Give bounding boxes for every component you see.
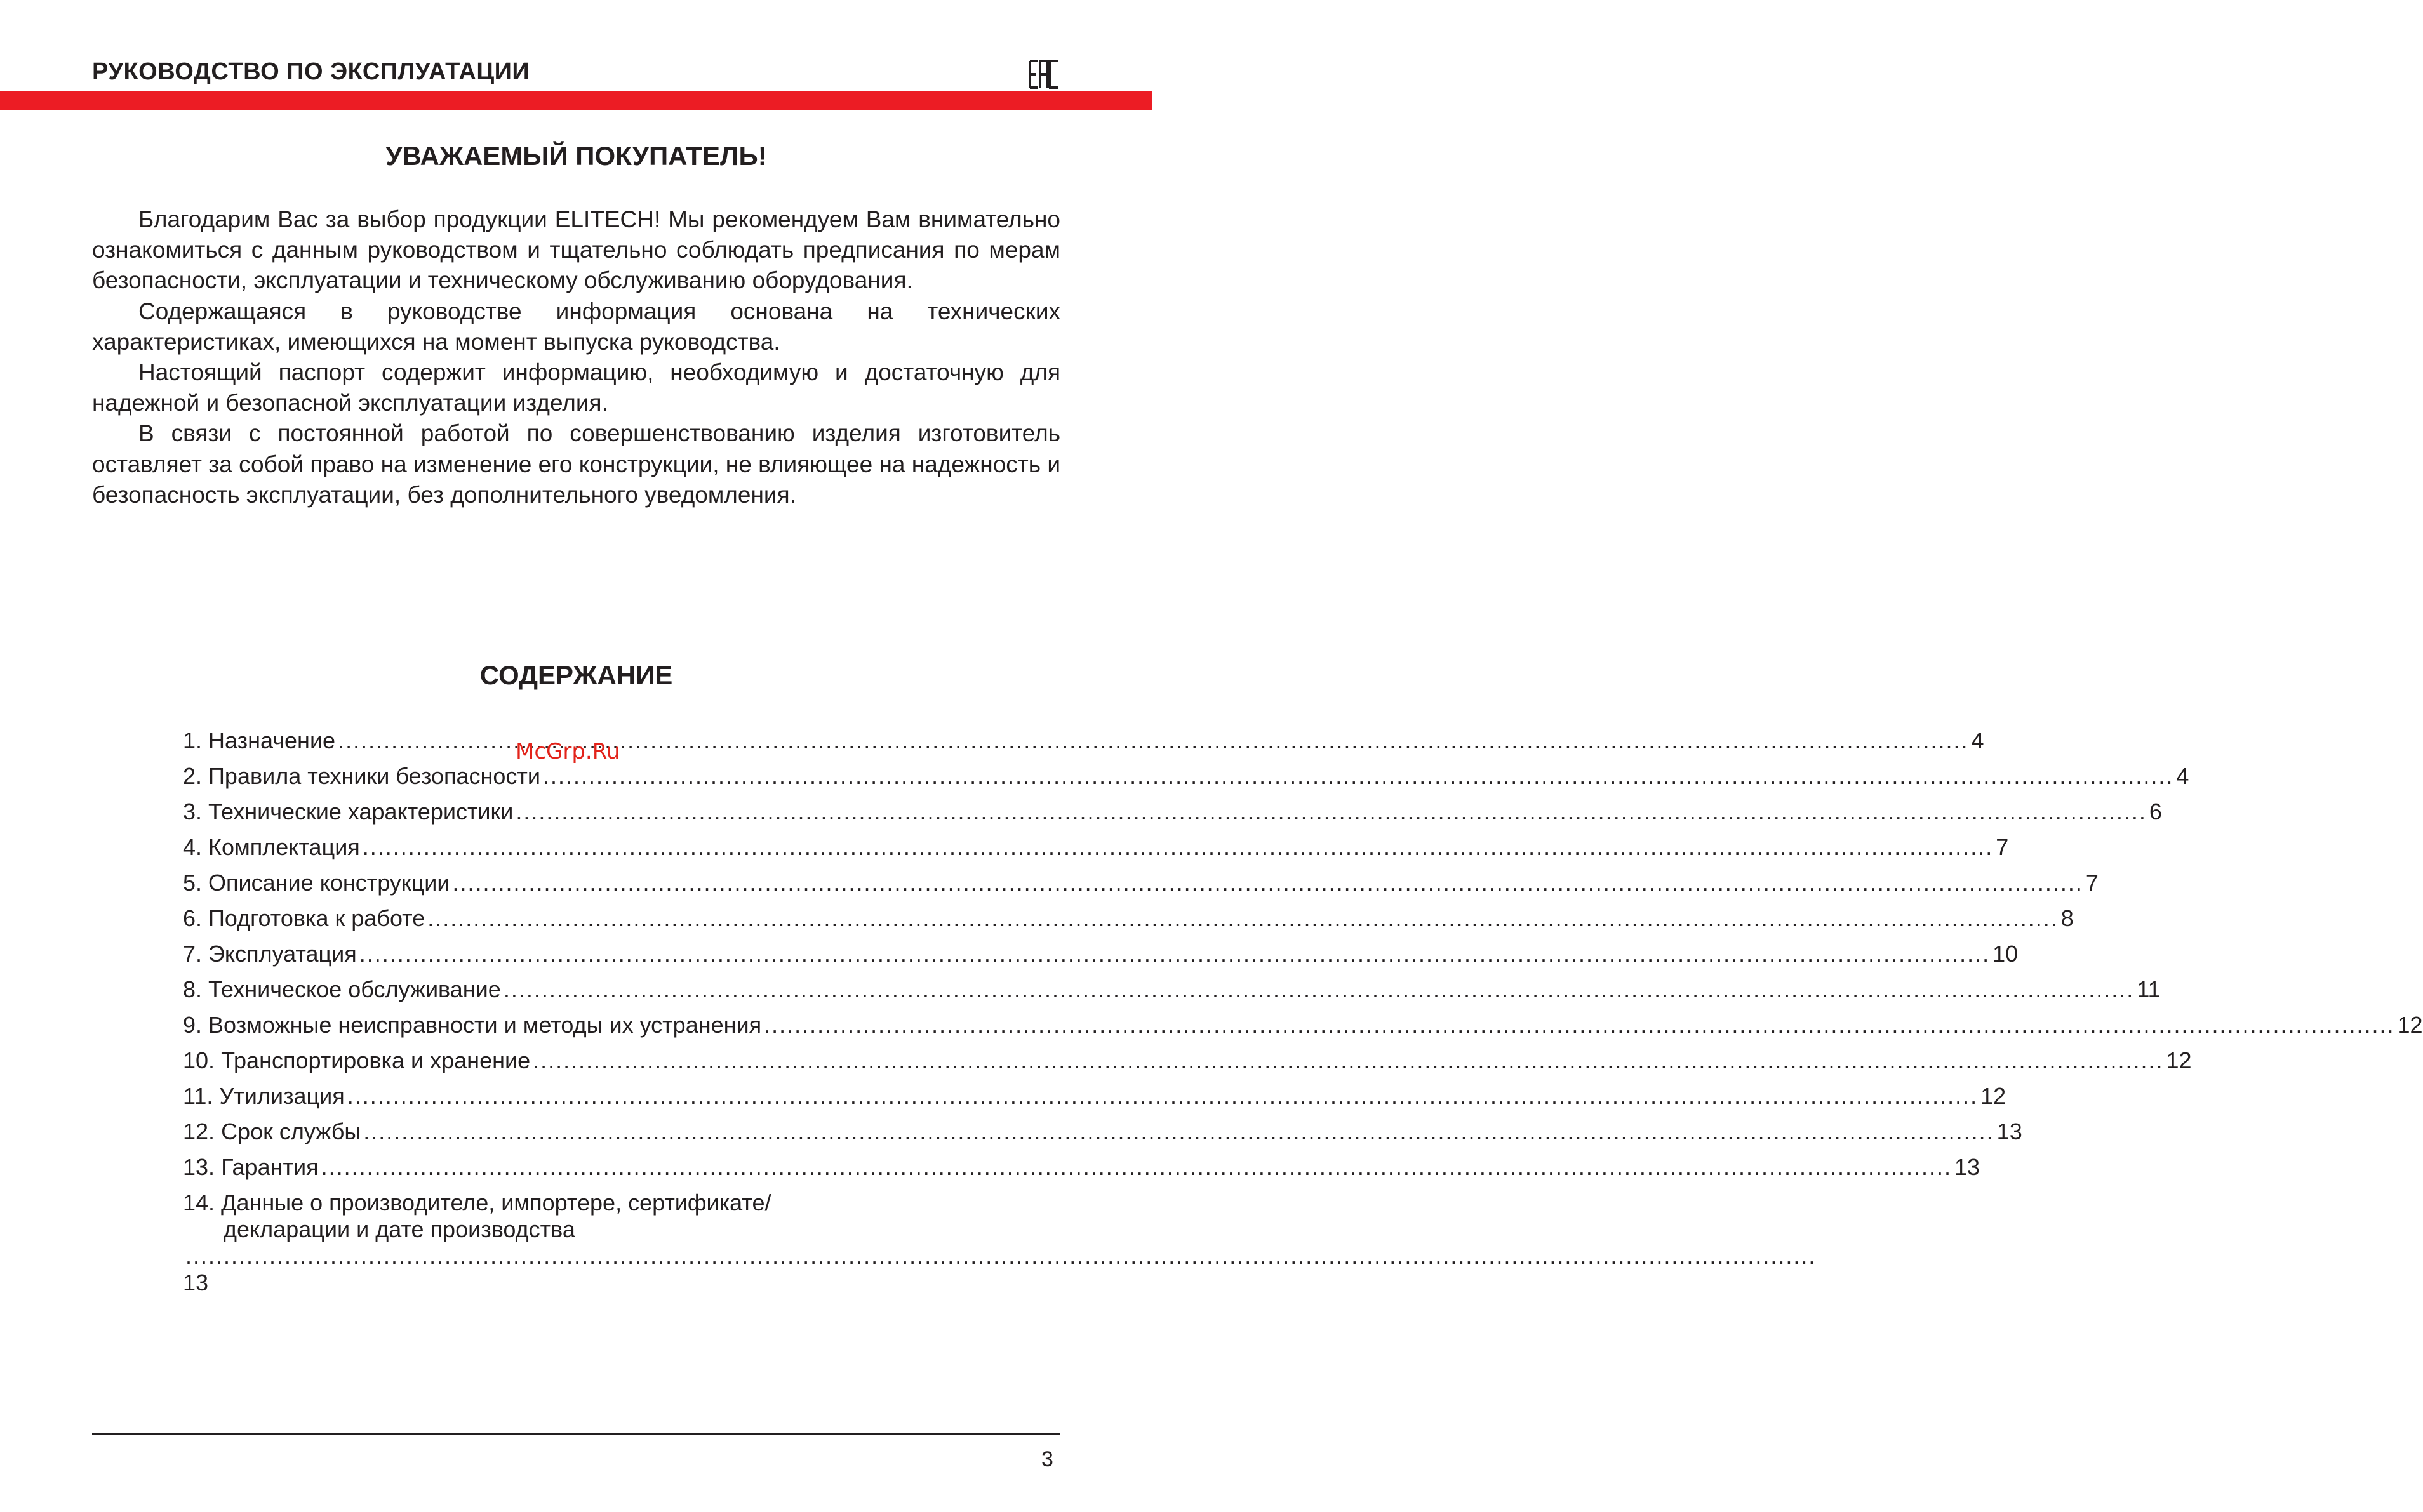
toc-item-title: Эксплуатация [208,941,357,967]
toc-item-title: Срок службы [221,1118,361,1144]
toc-item-title: Возможные неисправности и методы их устранения [208,1012,762,1038]
header-accent-bar [0,91,1152,110]
toc-item-page: 13 [183,1270,209,1296]
toc-item-page: 4 [2176,763,2189,789]
toc-item-page: 4 [1971,727,1984,753]
toc-item-title: Правила техники безопасности [208,763,540,789]
toc-item-title: Технические характеристики [208,799,514,825]
toc-item-number: 2. [183,763,203,789]
toc-item-number: 10. [183,1047,215,1073]
toc-item-page: 7 [2085,870,2099,896]
toc-leader [359,941,1990,967]
toc-item-number: 5. [183,870,203,896]
toc-leader [363,834,1993,861]
toc-leader [185,1243,1816,1270]
page-number: 3 [1041,1447,1053,1471]
footer-divider [92,1433,1060,1435]
toc-item[interactable] [183,1083,2006,1118]
toc-item-number: 6. [183,905,203,931]
intro-text [92,204,1060,510]
toc-item-title: Транспортировка и хранение [221,1047,531,1073]
toc-item[interactable] [183,1118,2022,1154]
intro-paragraph: Содержащаяся в руководстве информация основана на технических характеристиках, имеющихся на момент выпуска руководства. [92,298,1060,355]
toc-leader [427,905,2058,932]
toc-item-page: 12 [2166,1047,2192,1073]
toc-item[interactable] [183,1012,2423,1047]
toc-item[interactable] [183,1190,989,1296]
toc-leader [452,870,2083,896]
toc-leader [504,976,2134,1003]
toc-item-number: 4. [183,834,203,860]
toc-leader [764,1012,2394,1038]
toc-item-title-continuation: декларации и дате производства [224,1216,575,1242]
table-of-contents [183,727,2423,1296]
toc-item[interactable] [183,941,2019,976]
greeting-heading: УВАЖАЕМЫЙ ПОКУПАТЕЛЬ! [385,141,767,171]
intro-paragraph: В связи с постоянной работой по совершенствованию изделия изготовитель оставляет за собой право на изменение его конструкции, не влияющее на надежность и безопасность эксплуатации, без дополнительного уведомления. [92,420,1060,508]
toc-item[interactable] [183,834,2009,870]
toc-item-title: Данные о производителе, импортере, сертификате/ [221,1190,771,1216]
toc-leader [321,1154,1952,1181]
toc-leader [543,763,2173,790]
toc-leader [363,1118,1994,1145]
toc-heading: СОДЕРЖАНИЕ [479,660,673,690]
toc-item-number: 1. [183,727,203,753]
toc-item-number: 8. [183,976,203,1002]
toc-item[interactable] [183,870,2099,905]
toc-item[interactable] [183,1154,1980,1190]
toc-leader [347,1083,1978,1110]
watermark: McGrp.Ru [516,739,620,764]
toc-leader [533,1047,2163,1074]
header-title: РУКОВОДСТВО ПО ЭКСПЛУАТАЦИИ [92,58,530,85]
toc-item[interactable] [183,976,2161,1012]
toc-leader [516,799,2146,825]
toc-item[interactable] [183,905,2074,941]
toc-item-title: Утилизация [219,1083,345,1109]
toc-item[interactable] [183,763,2189,799]
toc-item-page: 11 [2137,976,2161,1002]
toc-item[interactable] [183,799,2162,834]
eac-mark-icon [1029,60,1059,89]
toc-item-number: 14. [183,1190,215,1216]
toc-item-page: 13 [1996,1118,2022,1144]
toc-item[interactable] [183,1047,2192,1083]
intro-paragraph: Благодарим Вас за выбор продукции ELITECH! Мы рекомендуем Вам внимательно ознакомиться с данным руководством и тщательно соблюдать предписания по мерам безопасности, эксплуатации и техническому обслуживанию оборудования. [92,206,1060,294]
toc-item-number: 3. [183,799,203,825]
toc-item-title: Описание конструкции [208,870,450,896]
toc-item-page: 6 [2149,799,2162,825]
toc-item-title: Техническое обслуживание [208,976,501,1002]
toc-item-title: Подготовка к работе [208,905,425,931]
toc-item-page: 8 [2060,905,2074,931]
toc-item-number: 12. [183,1118,215,1144]
toc-item-title: Назначение [208,727,336,753]
toc-item-page: 13 [1954,1154,1980,1180]
toc-item-number: 7. [183,941,203,967]
toc-item-title: Гарантия [221,1154,319,1180]
toc-item-page: 12 [2397,1012,2423,1038]
toc-item-number: 9. [183,1012,203,1038]
intro-paragraph: Настоящий паспорт содержит информацию, необходимую и достаточную для надежной и безопасной эксплуатации изделия. [92,359,1060,416]
toc-item-page: 10 [1992,941,2019,967]
toc-item-number: 11. [183,1083,213,1109]
toc-item-number: 13. [183,1154,215,1180]
toc-item-page: 12 [1980,1083,2006,1109]
toc-item-page: 7 [1996,834,2009,860]
toc-item-title: Комплектация [208,834,360,860]
